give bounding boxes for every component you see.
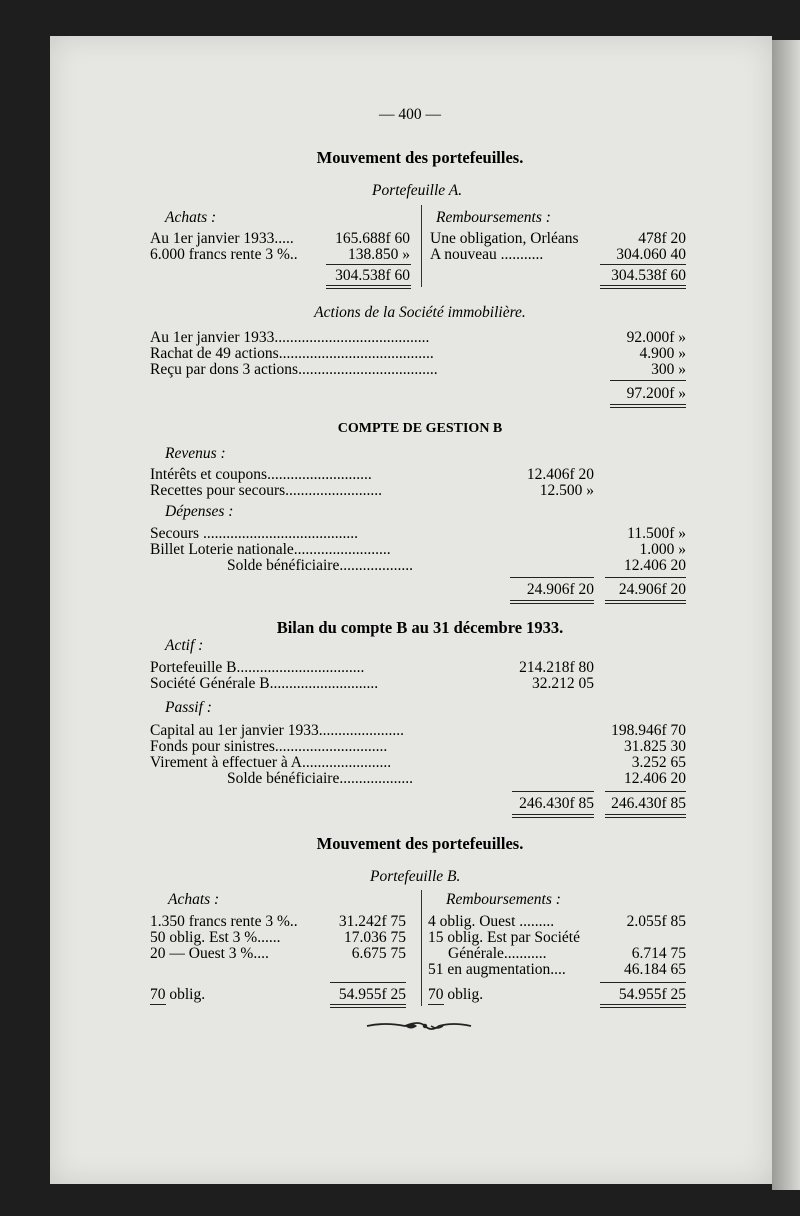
section1-right-value-0: 478f 20 xyxy=(638,230,686,247)
section1-right-head: Remboursements : xyxy=(436,209,551,226)
section5-right-label-2: Générale........... xyxy=(448,945,547,962)
section2-total: 97.200f » xyxy=(626,385,686,402)
section1-left-total: 304.538f 60 xyxy=(335,267,410,284)
section4-passif-label-3: Solde bénéficiaire................... xyxy=(227,771,413,787)
section4-actif-head: Actif : xyxy=(165,637,204,654)
section4-actif-label-0: Portefeuille B................................. xyxy=(150,660,365,676)
section1-subtitle: Portefeuille A. xyxy=(372,182,463,199)
section4-passif-head: Passif : xyxy=(165,699,212,716)
section5-left-total-label: 70 oblig. xyxy=(150,986,206,1003)
section5-title: Mouvement des portefeuilles. xyxy=(316,834,524,853)
section3-revenus-head: Revenus : xyxy=(165,445,226,462)
section3-revenus-value-0: 12.406f 20 xyxy=(526,466,594,483)
section4-passif-label-1: Fonds pour sinistres............................. xyxy=(150,739,388,755)
section1-right-value-1: 304.060 40 xyxy=(616,246,686,263)
section3-revenus-label-1: Recettes pour secours......................... xyxy=(150,483,383,499)
section5-left-label-2: 20 — Ouest 3 %.... xyxy=(150,945,269,962)
section3-depenses-label-0: Secours ........................................ xyxy=(150,526,358,542)
section4-passif-label-0: Capital au 1er janvier 1933...................... xyxy=(150,723,404,739)
section5-right-value-3: 46.184 65 xyxy=(624,961,686,978)
section3-depenses-label-1: Billet Loterie nationale......................... xyxy=(150,542,391,558)
section5-subtitle: Portefeuille B. xyxy=(370,868,461,885)
section1-right-label-1: A nouveau ........... xyxy=(430,246,544,263)
section2-label-2: Reçu par dons 3 actions.................................... xyxy=(150,362,438,378)
document-page xyxy=(50,36,772,1184)
section4-actif-value-0: 214.218f 80 xyxy=(519,659,594,676)
section1-title: Mouvement des portefeuilles. xyxy=(316,148,524,167)
section3-total-left: 24.906f 20 xyxy=(526,581,594,598)
section4-passif-value-1: 31.825 30 xyxy=(624,738,686,755)
ornament-fleuron-icon xyxy=(365,1018,473,1034)
section1-left-head: Achats : xyxy=(165,209,217,226)
section4-actif-label-1: Société Générale B............................ xyxy=(150,676,379,692)
section5-left-value-0: 31.242f 75 xyxy=(338,913,406,930)
section4-passif-value-0: 198.946f 70 xyxy=(611,722,686,739)
section1-left-label-1: 6.000 francs rente 3 %.. xyxy=(150,246,298,263)
section4-passif-value-2: 3.252 65 xyxy=(631,754,686,771)
section3-depenses-label-2: Solde bénéficiaire................... xyxy=(227,558,413,574)
section1-left-value-1: 138.850 » xyxy=(348,246,410,263)
section5-left-total: 54.955f 25 xyxy=(338,986,406,1003)
section2-value-0: 92.000f » xyxy=(626,329,686,346)
section4-actif-value-1: 32.212 05 xyxy=(532,675,594,692)
section3-depenses-head: Dépenses : xyxy=(165,503,234,520)
section4-passif-value-3: 12.406 20 xyxy=(624,770,686,787)
section5-right-total: 54.955f 25 xyxy=(618,986,686,1003)
section4-total-right: 246.430f 85 xyxy=(611,795,686,812)
section5-divider xyxy=(421,890,422,1006)
section5-right-total-label: 70 oblig. xyxy=(428,986,484,1003)
page-edge xyxy=(772,40,800,1190)
section1-left-value-0: 165.688f 60 xyxy=(335,230,410,247)
section2-label-1: Rachat de 49 actions........................................ xyxy=(150,346,434,362)
section2-value-2: 300 » xyxy=(651,361,686,378)
section3-depenses-value-2: 12.406 20 xyxy=(624,557,686,574)
section5-left-value-1: 17.036 75 xyxy=(344,929,406,946)
section3-title: COMPTE DE GESTION B xyxy=(337,421,503,436)
section5-right-value-0: 2.055f 85 xyxy=(626,913,686,930)
section5-right-label-1: 15 oblig. Est par Société xyxy=(428,929,580,946)
section1-right-total: 304.538f 60 xyxy=(611,267,686,284)
section3-depenses-value-1: 1.000 » xyxy=(639,541,686,558)
section1-right-label-0: Une obligation, Orléans xyxy=(430,230,579,247)
section5-left-value-2: 6.675 75 xyxy=(351,945,406,962)
section3-revenus-value-1: 12.500 » xyxy=(539,482,594,499)
section5-right-label-0: 4 oblig. Ouest ......... xyxy=(428,913,555,930)
section1-divider xyxy=(421,205,422,287)
section5-right-value-2: 6.714 75 xyxy=(631,945,686,962)
section5-right-label-3: 51 en augmentation.... xyxy=(428,961,566,978)
section2-title: Actions de la Société immobilière. xyxy=(314,304,526,321)
section4-passif-label-2: Virement à effectuer à A....................... xyxy=(150,755,392,771)
section5-left-head: Achats : xyxy=(168,891,220,908)
section4-total-left: 246.430f 85 xyxy=(519,795,594,812)
section4-title: Bilan du compte B au 31 décembre 1933. xyxy=(276,618,564,637)
section2-label-0: Au 1er janvier 1933........................................ xyxy=(150,330,430,346)
section5-right-head: Remboursements : xyxy=(446,891,561,908)
section3-total-right: 24.906f 20 xyxy=(618,581,686,598)
section1-left-label-0: Au 1er janvier 1933..... xyxy=(150,230,294,247)
section5-left-label-1: 50 oblig. Est 3 %...... xyxy=(150,929,281,946)
section2-value-1: 4.900 » xyxy=(639,345,686,362)
section3-revenus-label-0: Intérêts et coupons........................... xyxy=(150,467,372,483)
section3-depenses-value-0: 11.500f » xyxy=(627,525,686,542)
page-number: — 400 — xyxy=(379,106,441,123)
section5-left-label-0: 1.350 francs rente 3 %.. xyxy=(150,913,298,930)
